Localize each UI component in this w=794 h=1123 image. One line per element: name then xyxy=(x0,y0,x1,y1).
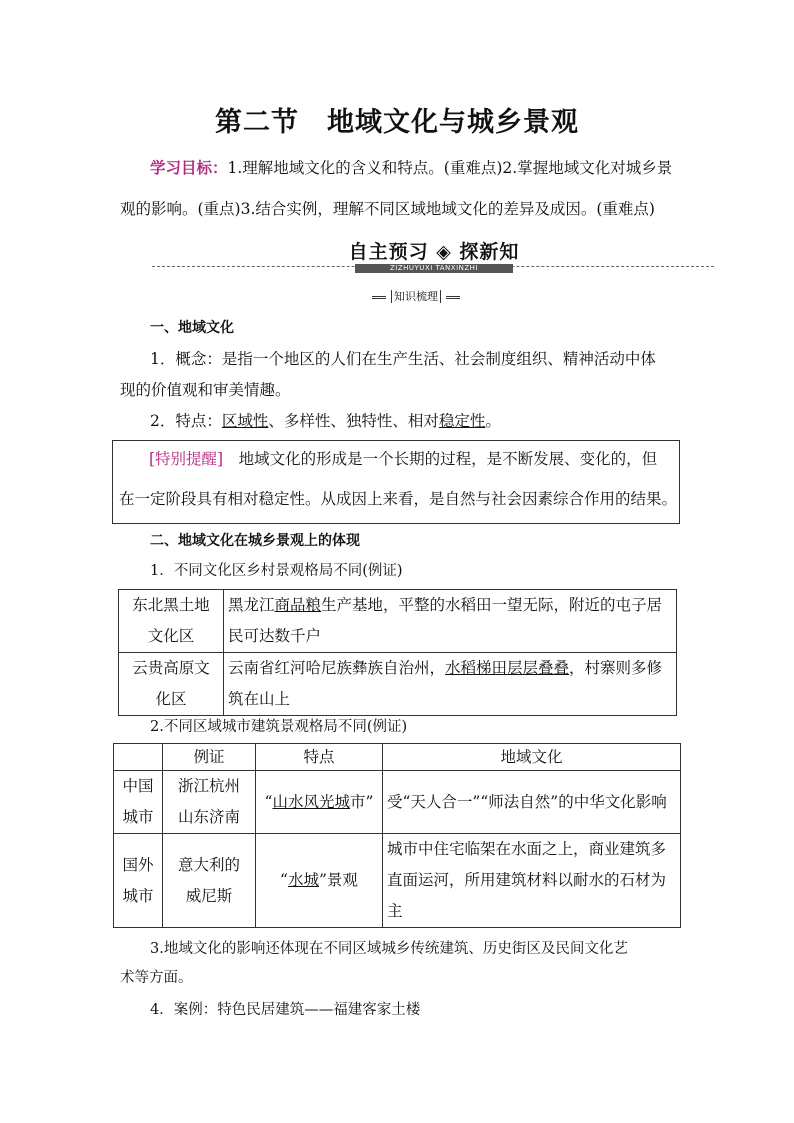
table-cell: 云南省红河哈尼族彝族自治州，水稻梯田层层叠叠，村寨则多修筑在山上 xyxy=(224,653,677,716)
note-label: [特别提醒] xyxy=(149,450,224,468)
table-cell: 受“天人合一”“师法自然”的中华文化影响 xyxy=(383,771,681,834)
table-cell: 城市中住宅临架在水面之上，商业建筑多直面运河，所用建筑材料以耐水的石材为主 xyxy=(383,834,681,928)
point3-line-1: 3.地域文化的影响还体现在不同区域城乡传统建筑、历史街区及民间文化艺 xyxy=(150,941,628,957)
features-prefix: 2．特点： xyxy=(150,412,222,430)
table-cell: 浙江杭州 山东济南 xyxy=(163,771,256,834)
section1-heading: 一、地域文化 xyxy=(150,320,234,336)
special-note-box xyxy=(112,440,680,524)
concept-line-2: 现的价值观和审美情趣。 xyxy=(120,381,291,399)
page-title: 第二节 地域文化与城乡景观 xyxy=(215,107,579,138)
features-regional: 区域性 xyxy=(221,412,269,430)
table-header: 特点 xyxy=(256,744,383,771)
section-banner xyxy=(345,240,523,272)
banner-title: 自主预习 ◈ 探新知 xyxy=(345,240,523,264)
table-cell: 中国 城市 xyxy=(114,771,163,834)
table-cell: 意大利的 威尼斯 xyxy=(163,834,256,928)
table-cell: “山水风光城市” xyxy=(256,771,383,834)
knowledge-tag xyxy=(372,289,460,305)
sub-heading-1: 1．不同文化区乡村景观格局不同(例证) xyxy=(150,563,403,579)
features-line xyxy=(150,411,501,431)
banner-subtitle: ZIZHUYUXI TANXINZHI xyxy=(355,264,513,273)
note-text-1: 地域文化的形成是一个长期的过程，是不断发展、变化的，但 xyxy=(223,450,658,468)
learning-goals xyxy=(120,148,676,230)
note-line-1 xyxy=(149,449,657,469)
table-cell: 国外 城市 xyxy=(114,834,163,928)
concept-line-1: 1．概念：是指一个地区的人们在生产生活、社会制度组织、精神活动中体 xyxy=(150,350,656,368)
features-middle: 、多样性、独特性、相对 xyxy=(268,412,439,430)
table-cell: “水城”景观 xyxy=(256,834,383,928)
rural-landscape-table xyxy=(118,589,677,716)
features-end: 。 xyxy=(485,412,501,430)
features-stability: 稳定性 xyxy=(438,412,486,430)
table-header xyxy=(114,744,163,771)
knowledge-tag-label: 知识梳理 xyxy=(391,290,441,303)
table-cell: 东北黑土地 文化区 xyxy=(119,590,224,653)
sub-heading-2: 2.不同区域城市建筑景观格局不同(例证) xyxy=(150,719,408,735)
learning-goals-text: 1.理解地域文化的含义和特点。(重难点)2.掌握地域文化对城乡景观的影响。(重点)3.结合实例，理解不同区域地域文化的差异及成因。(重难点) xyxy=(120,159,673,218)
point4-line: 4．案例：特色民居建筑——福建客家土楼 xyxy=(150,1002,421,1018)
table-row xyxy=(119,653,677,716)
table-header-row xyxy=(114,744,681,771)
table-header: 地域文化 xyxy=(383,744,681,771)
table-cell: 云贵高原文 化区 xyxy=(119,653,224,716)
point3-line-2: 术等方面。 xyxy=(120,970,193,986)
note-line-2: 在一定阶段具有相对稳定性。从成因上来看，是自然与社会因素综合作用的结果。 xyxy=(119,490,678,508)
table-row xyxy=(119,590,677,653)
table-row xyxy=(114,771,681,834)
section2-heading: 二、地域文化在城乡景观上的体现 xyxy=(150,533,360,549)
table-cell: 黑龙江商品粮生产基地，平整的水稻田一望无际，附近的屯子居民可达数千户 xyxy=(224,590,677,653)
table-row xyxy=(114,834,681,928)
table-header: 例证 xyxy=(163,744,256,771)
learning-goals-label: 学习目标： xyxy=(150,159,228,177)
urban-architecture-table xyxy=(113,743,681,928)
